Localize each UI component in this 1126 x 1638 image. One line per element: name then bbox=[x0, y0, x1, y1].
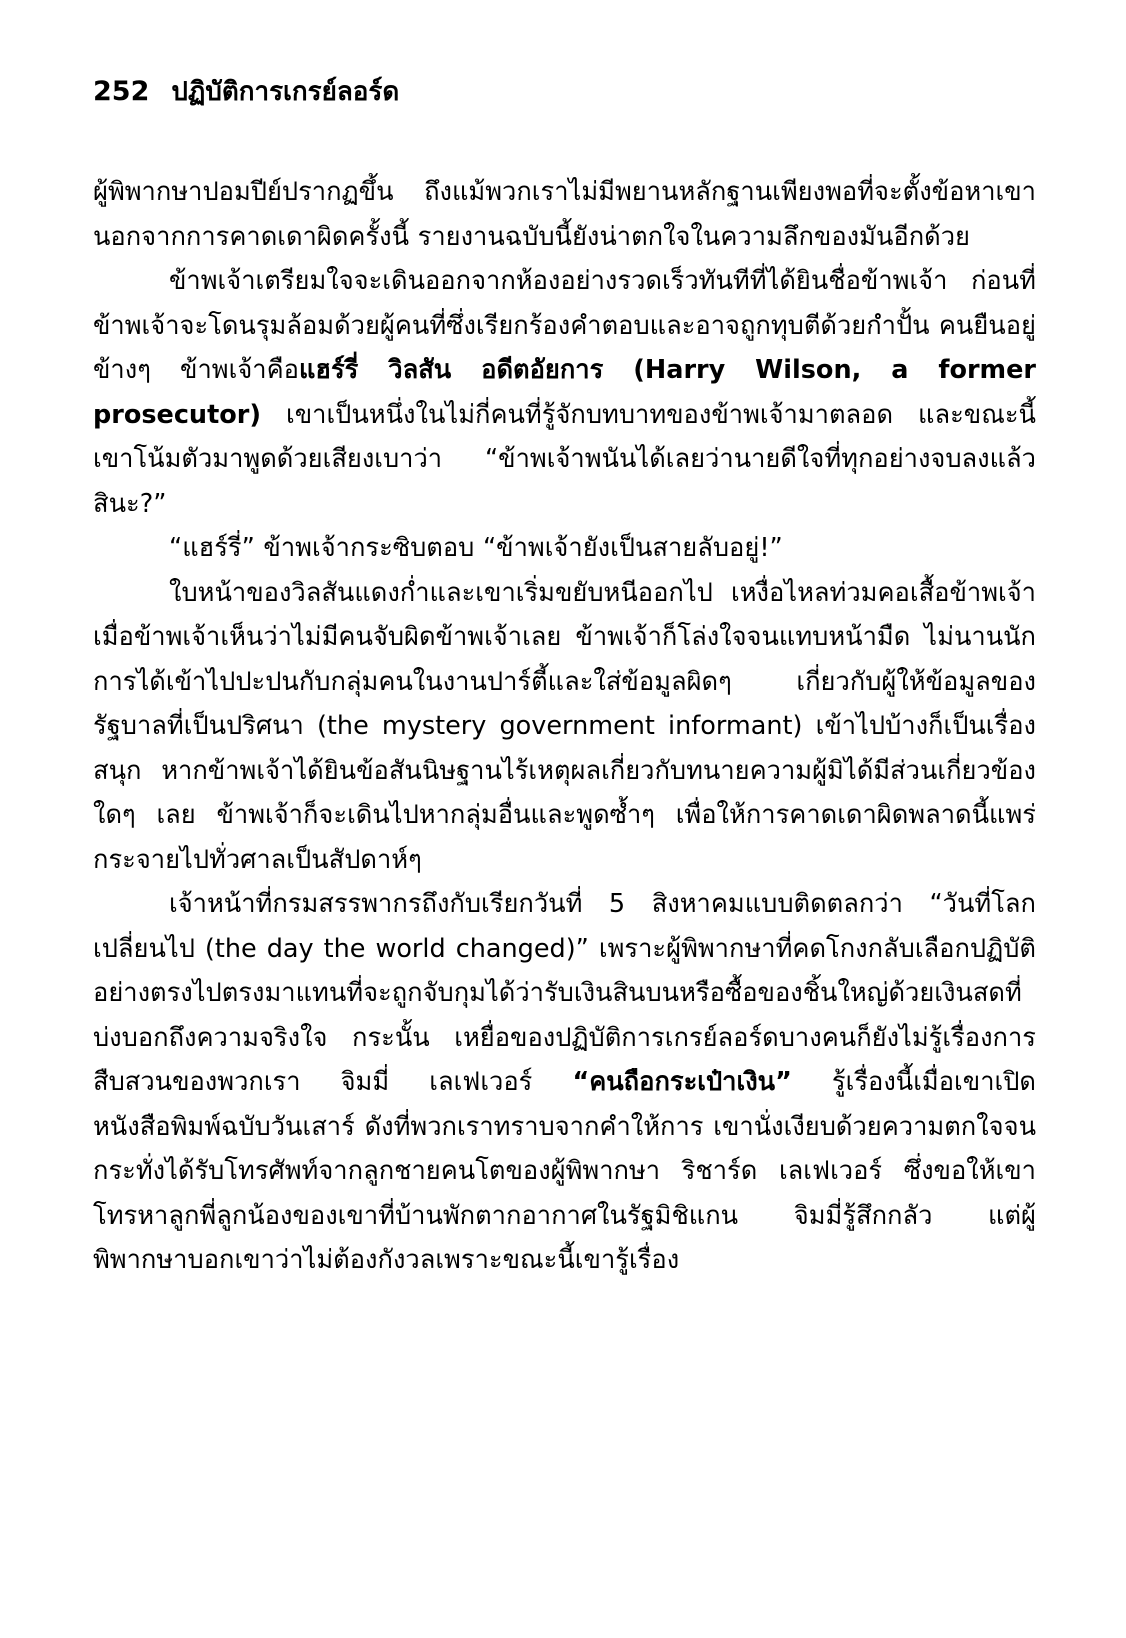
paragraph bbox=[93, 882, 1036, 1283]
running-title: ปฏิบัติการเกรย์ลอร์ด bbox=[171, 77, 400, 107]
body-text-run: รู้เรื่องนี้เมื่อเขาเปิดหนังสือพิมพ์ฉบับวันเสาร์ ดังที่พวกเราทราบจากคำให้การ เขานั่งเงียบด้วยความตกใจจนกระทั่งได้รับโทรศัพท์จากลูกชายคนโตของผู้พิพากษา ริชาร์ด เลเฟเวอร์ ซึ่งขอให้เขาโทรหาลูกพี่ลูกน้องของเขาที่บ้านพักตากอากาศในรัฐมิชิแกน จิมมี่รู้สึกกลัว แต่ผู้พิพากษาบอกเขาว่าไม่ต้องกังวลเพราะขณะนี้เขารู้เรื่อง bbox=[93, 1067, 1036, 1275]
page-body-text bbox=[93, 170, 1036, 1283]
body-text-run: เขาเป็นหนึ่งในไม่กี่คนที่รู้จักบทบาทของข้าพเจ้ามาตลอด และขณะนี้เขาโน้มตัวมาพูดด้วยเสียงเบาว่า “ข้าพเจ้าพนันได้เลยว่านายดีใจที่ทุกอย่างจบลงแล้วสินะ?” bbox=[93, 399, 1036, 519]
body-text-run: ผู้พิพากษาปอมปีย์ปรากฏขึ้น ถึงแม้พวกเราไม่มีพยานหลักฐานเพียงพอที่จะตั้งข้อหาเขา นอกจากการคาดเดาผิดครั้งนี้ รายงานฉบับนี้ยังน่าตกใจในความลึกของมันอีกด้วย bbox=[93, 177, 1036, 252]
emphasized-text: “คนถือกระเป๋าเงิน” bbox=[572, 1067, 792, 1097]
body-text-run: เจ้าหน้าที่กรมสรรพากรถึงกับเรียกวันที่ 5 สิงหาคมแบบติดตลกว่า “วันที่โลกเปลี่ยนไป (the day the world changed)” เพราะผู้พิพากษาที่คดโกงกลับเลือกปฏิบัติอย่างตรงไปตรงมาแทนที่จะถูกจับกุมได้ว่ารับเงินสินบนหรือซื้อของชิ้นใหญ่ด้วยเงินสดที่บ่งบอกถึงความจริงใจ กระนั้น เหยื่อของปฏิบัติการเกรย์ลอร์ดบางคนก็ยังไม่รู้เรื่องการสืบสวนของพวกเรา จิมมี่ เลเฟเวอร์ bbox=[93, 889, 1036, 1097]
page-header bbox=[93, 78, 399, 105]
body-text-run: ใบหน้าของวิลสันแดงก่ำและเขาเริ่มขยับหนีออกไป เหงื่อไหลท่วมคอเสื้อข้าพเจ้า เมื่อข้าพเจ้าเห็นว่าไม่มีคนจับผิดข้าพเจ้าเลย ข้าพเจ้าก็โล่งใจจนแทบหน้ามืด ไม่นานนัก การได้เข้าไปปะปนกับกลุ่มคนในงานปาร์ตี้และใส่ข้อมูลผิดๆ เกี่ยวกับผู้ให้ข้อมูลของรัฐบาลที่เป็นปริศนา (the mystery government informant) เข้าไปบ้างก็เป็นเรื่องสนุก หากข้าพเจ้าได้ยินข้อสันนิษฐานไร้เหตุผลเกี่ยวกับทนายความผู้มิได้มีส่วนเกี่ยวข้องใดๆ เลย ข้าพเจ้าก็จะเดินไปหากลุ่มอื่นและพูดซ้ำๆ เพื่อให้การคาดเดาผิดพลาดนี้แพร่กระจายไปทั่วศาลเป็นสัปดาห์ๆ bbox=[93, 577, 1036, 875]
page-number: 252 bbox=[93, 76, 150, 107]
body-text-run: ข้าพเจ้าเตรียมใจจะเดินออกจากห้องอย่างรวดเร็วทันทีที่ได้ยินชื่อข้าพเจ้า ก่อนที่ข้าพเจ้าจะโดนรุมล้อมด้วยผู้คนที่ซึ่งเรียกร้องคำตอบและอาจถูกทุบตีด้วยกำปั้น คนยืนอยู่ข้างๆ ข้าพเจ้าคือ bbox=[93, 266, 1036, 385]
paragraph bbox=[93, 170, 1036, 259]
paragraph bbox=[93, 571, 1036, 883]
paragraph bbox=[93, 259, 1036, 526]
emphasized-text: แฮร์รี่ วิลสัน อดีตอัยการ (Harry Wilson, a former prosecutor) bbox=[93, 355, 1036, 430]
paragraph bbox=[93, 526, 1036, 571]
body-text-run: “แฮร์รี่” ข้าพเจ้ากระซิบตอบ “ข้าพเจ้ายังเป็นสายลับอยู่!” bbox=[169, 533, 783, 563]
